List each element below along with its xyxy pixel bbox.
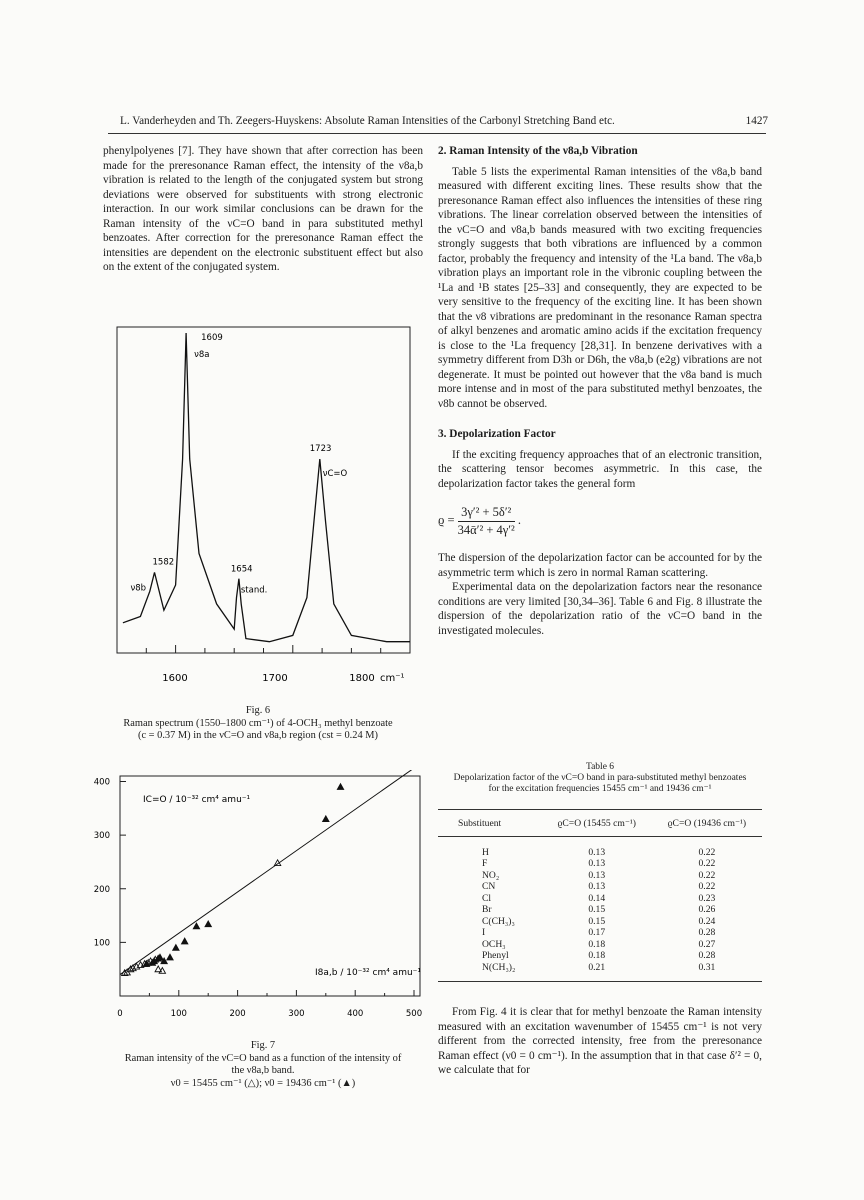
depolarization-formula bbox=[438, 505, 762, 537]
running-title: L. Vanderheyden and Th. Zeegers-Huyskens: Absolute Raman Intensities of the Carbonyl Stretching Band etc. bbox=[120, 115, 615, 127]
table6-row bbox=[438, 858, 762, 870]
table6-cell-substituent: F bbox=[482, 858, 488, 870]
fig7-y-label: IC=O / 10⁻³² cm⁴ amu⁻¹ bbox=[143, 795, 251, 805]
fig7-x-tick-label: 100 bbox=[170, 1009, 187, 1019]
table6-cell-value: 0.22 bbox=[698, 869, 716, 881]
formula-end: . bbox=[517, 512, 522, 527]
table6-row bbox=[438, 893, 762, 905]
fig6-annotation: 1582 bbox=[152, 557, 175, 568]
table6-cell-value: 0.24 bbox=[698, 915, 716, 927]
fig7-x-tick-label: 300 bbox=[288, 1009, 305, 1019]
table6-cell-value: 0.28 bbox=[698, 927, 716, 939]
left-paragraph: phenylpolyenes [7]. They have shown that after correction has been made for the preresonance Raman effect, the intensity of the ν8a,b vibration is related to the length of the conjugated system but strong deviations were observed for substituents with strong electronic interaction. In our work similar conclusions can be drawn for the Raman intensity of the νC=O band in para substituted methyl benzoates. After correction for the preresonance Raman effect the intensities are dependent on the electronic substituent effect but also on the extent of the conjugated system. bbox=[103, 145, 423, 273]
left-column-text bbox=[103, 144, 423, 275]
fig7-y-tick-label: 100 bbox=[93, 938, 110, 949]
formula-denominator: 34ᾱ′² + 4γ′² bbox=[457, 522, 515, 537]
formula-lhs: ϱ = bbox=[438, 512, 455, 527]
table6-row bbox=[438, 939, 762, 951]
table6-row bbox=[438, 847, 762, 859]
fig6-tick-1600: 1600 bbox=[162, 673, 188, 684]
table6-cell-value: 0.15 bbox=[588, 904, 606, 916]
table6-caption bbox=[438, 762, 762, 795]
table6-cell-value: 0.13 bbox=[588, 869, 606, 881]
fig7-point-filled-triangle bbox=[173, 945, 179, 951]
dispersion-paragraph: The dispersion of the depolarization factor can be accounted for by the asymmetric term which is zero in normal Raman scattering. bbox=[438, 552, 762, 579]
fig7-x-label: I8a,b / 10⁻³² cm⁴ amu⁻¹ bbox=[315, 968, 422, 978]
fig6-caption bbox=[88, 705, 428, 743]
fig6-tick-1700: 1700 bbox=[262, 673, 288, 684]
fig6-annotation: 1609 bbox=[201, 333, 223, 343]
table6-cell-value: 0.31 bbox=[698, 961, 716, 973]
table6-cell-substituent: N(CH₃)₂ bbox=[482, 961, 516, 973]
fig7-point-filled-triangle bbox=[323, 816, 329, 822]
table6-row bbox=[438, 950, 762, 962]
fig6-annotation: νC=O bbox=[322, 469, 348, 479]
fig7-point-filled-triangle bbox=[167, 954, 173, 960]
fig7-y-tick-label: 300 bbox=[93, 831, 110, 842]
bottom-paragraph: From Fig. 4 it is clear that for methyl benzoate the Raman intensity measured with an excitation wavenumber of 15455 cm⁻¹ is not very different from the corrected intensity, free from the preresonance Raman effect (ν0 = 0 cm⁻¹). In the assumption that in that case δ′² = 0, we calculate that for bbox=[438, 1006, 762, 1076]
formula-fraction bbox=[458, 505, 515, 537]
header-rule bbox=[108, 133, 766, 134]
section2-paragraph: Table 5 lists the experimental Raman intensities of the ν8a,b band measured with different exciting lines. These results show that the preresonance Raman effect also influences the intensities of these ring vibrations. The linear correlation observed between the intensities of the νC=O and ν8a,b bands measured with two exciting frequencies strongly suggests that both vibrations are influenced by a common factor, probably the frequency and intensity of the ¹La band. The ν8a,b vibration plays an important role in the vibronic coupling between the ¹La and ¹B states [25–33] and consequently, they are expected to be very sensitive to the frequency of the exciting line. It has been shown that the ν8 vibrations are predominant in the resonance Raman spectra of alkyl benzenes and aromatic amino acids if the excitation frequency is close to the ¹La frequency [28,31]. In benzene derivatives with a symmetry different from D3h or D6h, the ν8a,b (e2g) vibrations are not degenerate. It must be pointed out however that the ν8a band is much more intense and in most of the para substituted methyl benzoates, the ν8b cannot be observed. bbox=[438, 165, 762, 410]
fig7-point-filled-triangle bbox=[181, 938, 187, 944]
section2-heading: 2. Raman Intensity of the ν8a,b Vibration bbox=[438, 145, 638, 157]
fig6-annotation: 1654 bbox=[230, 564, 253, 575]
table6-cell-value: 0.26 bbox=[698, 904, 716, 916]
table6-row bbox=[438, 916, 762, 928]
fig7-caption-line3: ν0 = 15455 cm⁻¹ (△); ν0 = 19436 cm⁻¹ (▲) bbox=[170, 1077, 356, 1089]
table6-header-row bbox=[438, 818, 762, 830]
page-number: 1427 bbox=[745, 115, 768, 127]
table6-cell-value: 0.13 bbox=[588, 846, 606, 858]
fig6-annotation: ν8a bbox=[194, 350, 210, 360]
fig7-caption-line2: the ν8a,b band. bbox=[231, 1065, 295, 1076]
table6-cell-value: 0.22 bbox=[698, 846, 716, 858]
fig6-caption-line2: (c = 0.37 M) in the νC=O and ν8a,b region (cst = 0.24 M) bbox=[138, 730, 378, 741]
table6-cell-value: 0.18 bbox=[588, 950, 606, 962]
table6-header-19436: ϱC=O (19436 cm⁻¹) bbox=[667, 818, 747, 830]
table6-cell-value: 0.14 bbox=[588, 892, 606, 904]
section3-heading: 3. Depolarization Factor bbox=[438, 428, 556, 440]
fig7-point-filled-triangle bbox=[205, 921, 211, 927]
fig7-y-tick-label: 200 bbox=[93, 884, 110, 895]
table6-cell-value: 0.28 bbox=[698, 950, 716, 962]
table6-title: Table 6 bbox=[585, 762, 615, 772]
table6-cell-substituent: NO₂ bbox=[482, 869, 500, 881]
table6-grid bbox=[438, 818, 762, 973]
table6-row bbox=[438, 870, 762, 882]
fig7-x-tick-label: 400 bbox=[347, 1009, 364, 1019]
fig6-annotation: stand. bbox=[240, 585, 268, 596]
fig7-x-tick-label: 200 bbox=[229, 1009, 246, 1019]
table6-cell-value: 0.18 bbox=[588, 938, 606, 950]
table6-cell-substituent: H bbox=[482, 846, 489, 858]
table6-row bbox=[438, 962, 762, 974]
experimental-paragraph: Experimental data on the depolarization factors near the resonance conditions are very limited [30,34–36]. Table 6 and Fig. 8 illustrate the dispersion of the depolarization ratio of the νC=O band in the investigated molecules. bbox=[438, 581, 762, 637]
running-header bbox=[120, 115, 768, 127]
table6-cell-substituent: Cl bbox=[482, 892, 492, 904]
fig6-spectrum bbox=[115, 323, 415, 693]
fig7-title: Fig. 7 bbox=[250, 1040, 276, 1051]
table6-cell-value: 0.13 bbox=[588, 881, 606, 893]
fig7-point-filled-triangle bbox=[337, 784, 343, 790]
table6-cell-value: 0.17 bbox=[588, 927, 606, 939]
table6 bbox=[438, 762, 762, 982]
table6-header-15455: ϱC=O (15455 cm⁻¹) bbox=[557, 818, 636, 830]
formula-numerator: 3γ′² + 5δ′² bbox=[458, 505, 515, 522]
table6-header-substituent: Substituent bbox=[458, 818, 502, 830]
table6-cell-value: 0.15 bbox=[588, 915, 606, 927]
table6-cell-substituent: Br bbox=[482, 904, 492, 916]
table6-cell-substituent: OCH₃ bbox=[482, 938, 506, 950]
table6-row bbox=[438, 881, 762, 893]
fig7-y-tick-label: 400 bbox=[93, 777, 110, 788]
table6-row bbox=[438, 927, 762, 939]
fig6-x-unit: cm⁻¹ bbox=[380, 673, 405, 684]
fig6-caption-line1: Raman spectrum (1550–1800 cm⁻¹) of 4-OCH₃ methyl benzoate bbox=[123, 717, 393, 729]
table6-cell-value: 0.22 bbox=[698, 858, 716, 870]
fig7-x-tick-label: 0 bbox=[117, 1009, 123, 1019]
table6-cell-substituent: Phenyl bbox=[482, 950, 509, 962]
table6-cell-value: 0.27 bbox=[698, 938, 716, 950]
table6-cell-value: 0.13 bbox=[588, 858, 606, 870]
table6-cell-substituent: C(CH₃)₃ bbox=[482, 915, 515, 927]
table6-row bbox=[438, 904, 762, 916]
fig6-tick-1800: 1800 bbox=[349, 673, 375, 684]
right-column bbox=[438, 144, 762, 638]
table6-cell-value: 0.22 bbox=[698, 881, 716, 893]
table6-cell-value: 0.23 bbox=[698, 892, 716, 904]
table6-cell-substituent: CN bbox=[482, 881, 496, 893]
table6-caption-line1: Depolarization factor of the νC=O band in para-substituted methyl benzoates bbox=[453, 773, 747, 783]
fig7-caption bbox=[88, 1040, 438, 1090]
table6-cell-substituent: I bbox=[482, 927, 486, 939]
fig6-annotation: 1723 bbox=[309, 444, 332, 454]
fig6-title: Fig. 6 bbox=[245, 705, 271, 716]
fig6-frame bbox=[117, 327, 410, 653]
fig6-annotation: ν8b bbox=[130, 583, 147, 594]
table6-caption-line2: for the excitation frequencies 15455 cm⁻¹ and 19436 cm⁻¹ bbox=[488, 784, 712, 794]
bottom-right-text bbox=[438, 1005, 762, 1078]
fig7-point-filled-triangle bbox=[193, 923, 199, 929]
section3-paragraph: If the exciting frequency approaches that of an electronic transition, the scattering tensor becomes asymmetric. In this case, the depolarization factor takes the general form bbox=[438, 448, 762, 490]
fig7-x-tick-label: 500 bbox=[405, 1009, 423, 1019]
fig7-caption-line1: Raman intensity of the νC=O band as a function of the intensity of bbox=[124, 1052, 402, 1064]
fig7-scatter bbox=[85, 770, 430, 1035]
table6-cell-value: 0.21 bbox=[588, 961, 606, 973]
